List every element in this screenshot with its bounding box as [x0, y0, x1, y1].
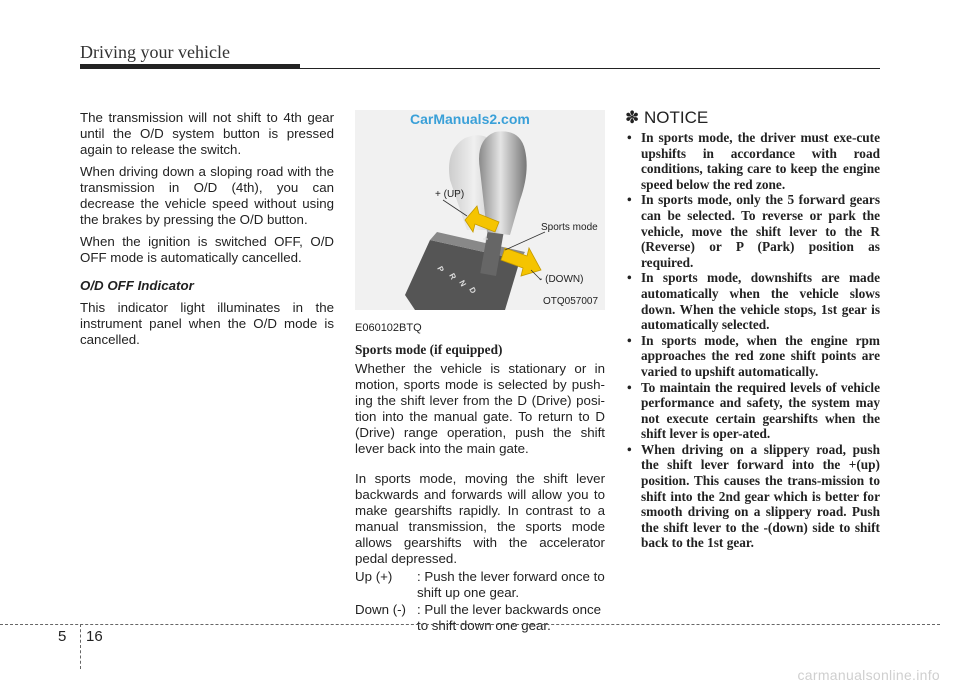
paragraph: When driving down a sloping road with the transmission in O/D (4th), you can decrease the vehicle speed without using the brakes by pressing the O/D button. [80, 164, 334, 227]
footer-divider [0, 624, 940, 625]
definition-desc: : Push the lever forward once to shift up one gear. [417, 569, 605, 600]
column-right-notice [625, 110, 880, 551]
section-subheading: O/D OFF Indicator [80, 278, 194, 293]
page-number: 16 [86, 628, 103, 645]
label-sports-mode: Sports mode [541, 222, 598, 233]
shift-lever-figure [355, 110, 605, 310]
definition-row [355, 569, 605, 601]
definition-row [355, 602, 605, 634]
list-item: • When driving on a slippery road, push the shift lever forward into the +(up) position. This causes the trans-mission to shift into the 2nd gear which is better for smooth driving on a slippery road. Push the shift lever to the -(down) side to shift back to the 1st gear. [625, 442, 880, 551]
list-item: • In sports mode, when the engine rpm approaches the red zone shift points are varied to upshift automatically. [625, 333, 880, 380]
definition-term: Down (-) [355, 602, 406, 617]
paragraph: Whether the vehicle is stationary or in motion, sports mode is selected by push-ing the shift lever from the D (Drive) posi-tion into the manual gate. To return to D (Drive) range operation, push the shift lever back into the main gate. [355, 361, 605, 456]
gate-letter: + [483, 234, 489, 244]
section-number: 5 [58, 628, 67, 645]
gate-letter: R [447, 271, 458, 282]
notice-title: ✽ NOTICE [625, 108, 709, 127]
gate-letter: D [467, 285, 478, 296]
list-item: • To maintain the required levels of vehicle performance and safety, the system may not execute certain gearshifts when the shift lever is oper-ated. [625, 380, 880, 442]
reference-code: E060102BTQ [355, 322, 422, 334]
paragraph: When the ignition is switched OFF, O/D OFF mode is automatically cancelled. [80, 234, 334, 265]
section-heading: Sports mode (if equipped) [355, 342, 503, 357]
paragraph: The transmission will not shift to 4th gear until the O/D system button is pressed again to release the switch. [80, 110, 334, 157]
gate-letter: N [457, 278, 468, 289]
column-middle [355, 110, 605, 635]
figure-code: OTQ057007 [543, 296, 599, 307]
paragraph: In sports mode, moving the shift lever backwards and forwards will allow you to make gearshifts rapidly. In contrast to a manual transmission, the sports mode allows gearshifts with the accelerator pedal depressed. [355, 471, 605, 566]
definition-desc: : Pull the lever backwards once to shift down one gear. [417, 602, 602, 633]
gate-letter: P [435, 264, 446, 274]
list-item: • In sports mode, the driver must exe-cute upshifts in accordance with road conditions, taking care to keep the engine speed below the red zone. [625, 130, 880, 192]
list-item: • In sports mode, only the 5 forward gears can be selected. To reverse or park the vehicle, move the shift lever to the R (Reverse) or P (Park) position as required. [625, 192, 880, 270]
header-title: Driving your vehicle [80, 42, 230, 62]
site-watermark: carmanualsonline.info [797, 667, 940, 683]
shift-lever-illustration [355, 110, 605, 310]
label-up: + (UP) [435, 189, 465, 200]
definition-term: Up (+) [355, 569, 393, 584]
list-item: • In sports mode, downshifts are made automatically when the vehicle slows down. When the vehicle stops, 1st gear is automatically selected. [625, 270, 880, 332]
footer-vertical-divider [80, 624, 81, 669]
watermark-logo: CarManuals2.com [410, 111, 530, 127]
header-rule-accent [80, 64, 300, 69]
label-down: - (DOWN) [539, 274, 584, 285]
paragraph: This indicator light illuminates in the instrument panel when the O/D mode is cancelled. [80, 300, 334, 347]
notice-list [625, 130, 880, 551]
column-left [80, 110, 334, 354]
